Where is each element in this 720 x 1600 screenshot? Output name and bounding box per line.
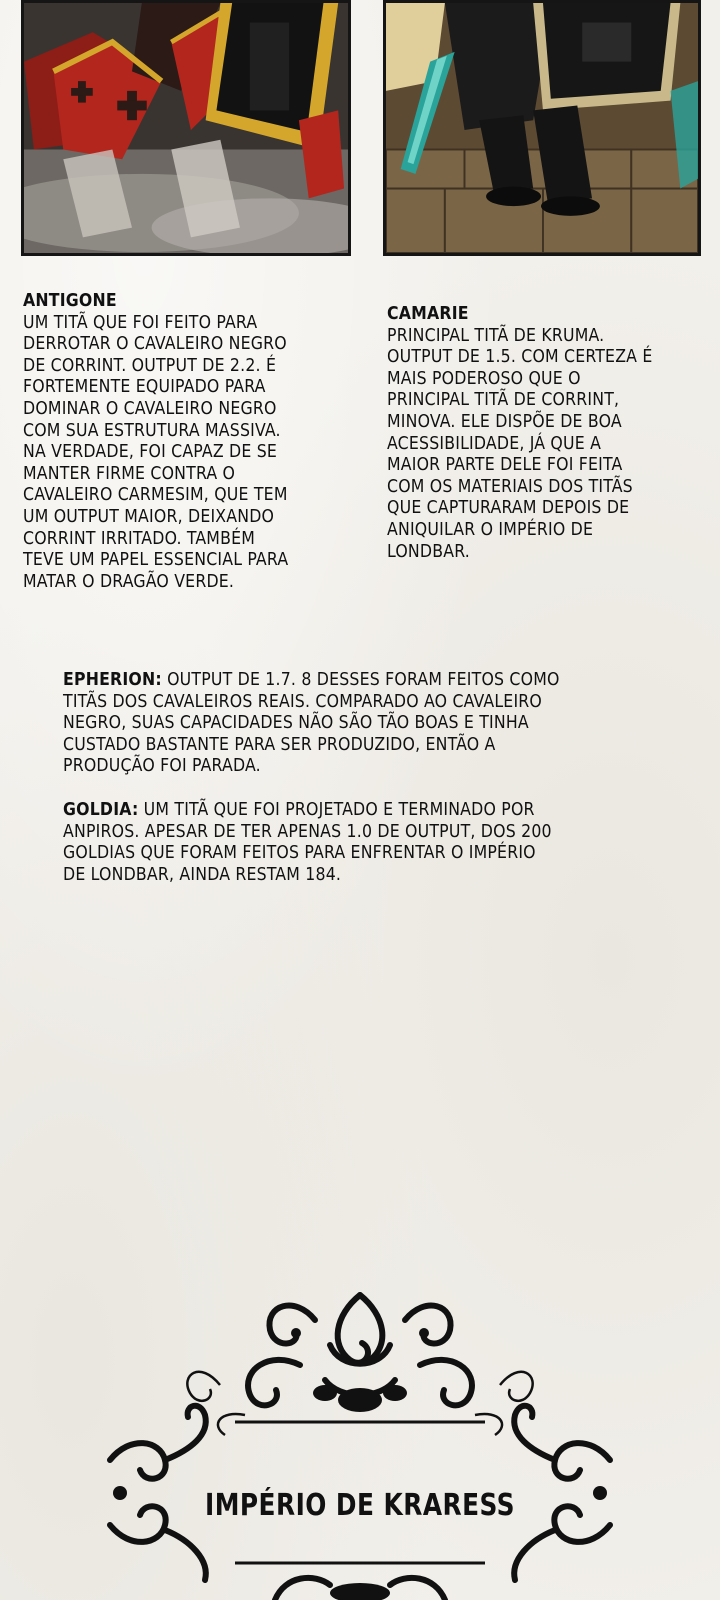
antigone-illustration-panel [21, 0, 351, 256]
epherion-description [63, 670, 703, 778]
epherion-label: EPHERION: [63, 670, 162, 690]
antigone-entry [23, 291, 363, 593]
camarie-illustration [386, 3, 698, 253]
ornamental-frame [100, 1275, 620, 1600]
antigone-body: UM TITÃ QUE FOI FEITO PARA DERROTAR O CAVALEIRO NEGRO DE CORRINT. OUTPUT DE 2.2. É FORTEMENTE EQUIPADO PARA DOMINAR O CAVALEIRO NEGRO COM SUA ESTRUTURA MASSIVA. NA VERDADE, FOI CAPAZ DE SE MANTER FIRME CONTRA O CAVALEIRO CARMESIM, QUE TEM UM OUTPUT MAIOR, DEIXANDO CORRINT IRRITADO. TAMBÉM TEVE UM PAPEL ESSENCIAL PARA MATAR O DRAGÃO VERDE. [23, 312, 289, 592]
camarie-body: PRINCIPAL TITÃ DE KRUMA. OUTPUT DE 1.5. COM CERTEZA É MAIS PODEROSO QUE O PRINCIPAL TITÃ DE CORRINT, MINOVA. ELE DISPÕE DE BOA ACESSIBILIDADE, JÁ QUE A MAIOR PARTE DELE FOI FEITA COM OS MATERIAIS DOS TITÃS QUE CAPTURARAM DEPOIS DE ANIQUILAR O IMPÉRIO DE LONDBAR. [387, 325, 653, 562]
epherion-text: OUTPUT DE 1.7. 8 DESSES FORAM FEITOS COMO TITÃS DOS CAVALEIROS REAIS. COMPARADO AO CAVALEIRO NEGRO, SUAS CAPACIDADES NÃO SÃO TÃO BOAS E TINHA CUSTADO BASTANTE PARA SER PRODUZIDO, ENTÃO A PRODUÇÃO FOI PARADA. [63, 670, 560, 777]
goldia-description [63, 800, 703, 886]
camarie-illustration-panel [383, 0, 701, 256]
goldia-text: UM TITÃ QUE FOI PROJETADO E TERMINADO POR ANPIROS. APESAR DE TER APENAS 1.0 DE OUTPUT, DOS 200 GOLDIAS QUE FORAM FEITOS PARA ENFRENTAR O IMPÉRIO DE LONDBAR, AINDA RESTAM 184. [63, 800, 552, 885]
antigone-title: ANTIGONE [23, 291, 117, 311]
goldia-label: GOLDIA: [63, 800, 139, 820]
kingdom-title: IMPÉRIO DE KRARESS [205, 1488, 515, 1523]
camarie-entry [387, 304, 707, 563]
antigone-illustration [24, 3, 348, 253]
camarie-title: CAMARIE [387, 304, 469, 324]
